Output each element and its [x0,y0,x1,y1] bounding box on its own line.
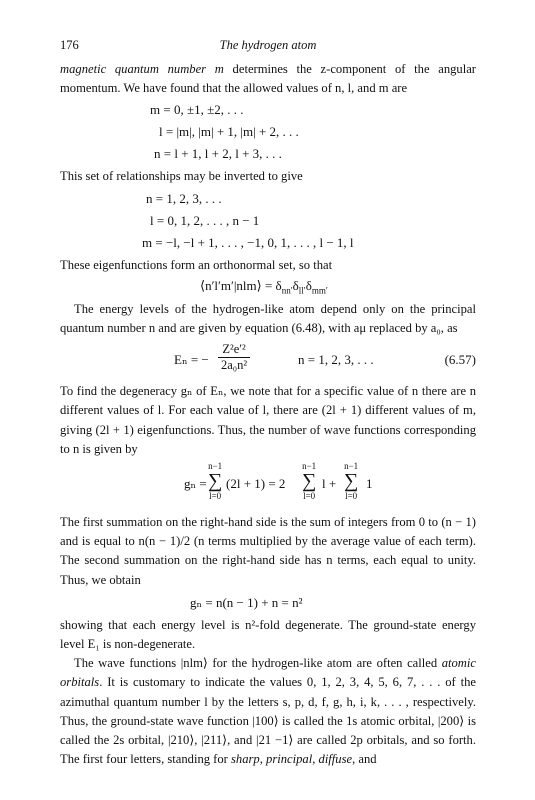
book-page [60,38,476,769]
equation-n-range: n = 1, 2, 3, . . . [146,190,222,206]
term-principal: principal [266,752,313,767]
paragraph-6: The first summation on the right-hand side is the sum of integers from 0 to (n − 1) and is equal to n(n − 1)/2 (n terms multiplied by the average value of each term). The second summation on the right-hand side has n terms, each equal to unity. Thus, we obtain [60,515,476,587]
ortho-sub-m: mm′ [311,285,328,296]
page-header [60,38,476,60]
sum-term-3: 1 [366,476,373,492]
p8-text-b: . It is customary to indicate the values 0, 1, 2, 3, 4, 5, 6, 7, . . . of the azimuthal quantum number l by the letters s, p, d, f, g, h, i, k, . . . , respectively. Thus, the ground-state wave function |100⟩ is called the 1s atomic orbital, |200⟩ is called the 2s orbital, |210⟩, |211⟩, and |21 −1⟩ are called 2p orbitals, and so forth. The first four letters, standing for [60,675,476,767]
p8-text-c: , [259,752,267,767]
p8-text-a: The wave functions |nlm⟩ for the hydrogen-like atom are often called [74,656,442,671]
equation-m-range: m = −l, −l + 1, . . . , −1, 0, 1, . . . , l − 1, l [142,234,354,250]
equation-n-values: n = l + 1, l + 2, l + 3, . . . [154,146,282,162]
p8-text-e: , and [352,752,377,767]
summation-3: n−1 ∑ l=0 [344,461,359,502]
running-title: The hydrogen atom [219,38,317,52]
energy-condition: n = 1, 2, 3, . . . [298,352,374,368]
term-magnetic-quantum-number: magnetic quantum number m [60,62,224,76]
p8-text-d: , [312,752,319,767]
summation-3-upper: n−1 [344,461,359,472]
paragraph-3: These eigenfunctions form an orthonormal set, so that [60,257,333,272]
energy-lhs: Eₙ = − [174,352,209,368]
equation-m-values: m = 0, ±1, ±2, . . . [150,102,244,118]
page-number: 176 [60,38,79,52]
equation-orthonormality: ⟨n′l′m′|nlm⟩ = $\delta_{nn'}\delta_{ll'}\delta_{mm'}$ [200,277,328,296]
paragraph-2: This set of relationships may be inverted to give [60,169,303,184]
equation-set-allowed-values [150,99,476,165]
paragraph-4: The energy levels of the hydrogen-like atom depend only on the principal quantum number n and are given by equation (6.48), with aμ replaced by a₀, as [60,301,476,336]
summation-1-upper: n−1 [208,461,223,472]
paragraph-8 [60,654,476,769]
equation-gn-result: gₙ = n(n − 1) + n = n² [190,594,303,610]
summation-1: n−1 ∑ l=0 [208,461,223,502]
term-diffuse: diffuse [318,752,353,767]
term-atomic-orbitals: atomic orbitals [60,656,476,690]
equation-label-6-57: (6.57) [444,352,476,368]
sum-term-1: (2l + 1) = 2 [226,476,286,492]
ortho-sub-n: nn′ [281,285,293,296]
energy-numerator: Z²e′² [218,342,250,358]
term-sharp: sharp [231,752,260,767]
paragraph-5: To find the degeneracy gₙ of Eₙ, we note that for a specific value of n there are n different values of l. For each value of l, there are (2l + 1) different values of m, giving (2l + 1) eigenfunctions. Thus, the number of wave functions corresponding to n is given by [60,384,476,456]
equation-6-57 [60,340,476,380]
ortho-lhs: ⟨n′l′m′|nlm⟩ = δ [200,277,282,293]
paragraph-1-text: determines the z-component of the angular momentum. We have found that the allowed values of n, l, and m are [60,62,476,96]
summation-2-upper: n−1 [302,461,317,472]
ortho-sub-l: ll′ [298,285,306,296]
summation-3-lower: l=0 [345,491,358,502]
summation-2: n−1 ∑ l=0 [302,461,317,502]
energy-denominator: 2a₀n² [221,358,248,373]
energy-fraction [218,342,250,373]
summation-1-lower: l=0 [209,491,222,502]
paragraph-1 [60,60,476,98]
sum-term-2: l + [322,476,337,492]
equation-degeneracy-sum [60,459,476,509]
equation-set-inverted [142,188,476,254]
sum-lhs: gₙ = [184,476,207,492]
equation-l-range: l = 0, 1, 2, . . . , n − 1 [150,212,260,228]
paragraph-7: showing that each energy level is n²-fold degenerate. The ground-state energy level E₁ is non-degenerate. [60,617,476,652]
equation-l-values: l = |m|, |m| + 1, |m| + 2, . . . [159,124,299,140]
summation-2-lower: l=0 [303,491,316,502]
